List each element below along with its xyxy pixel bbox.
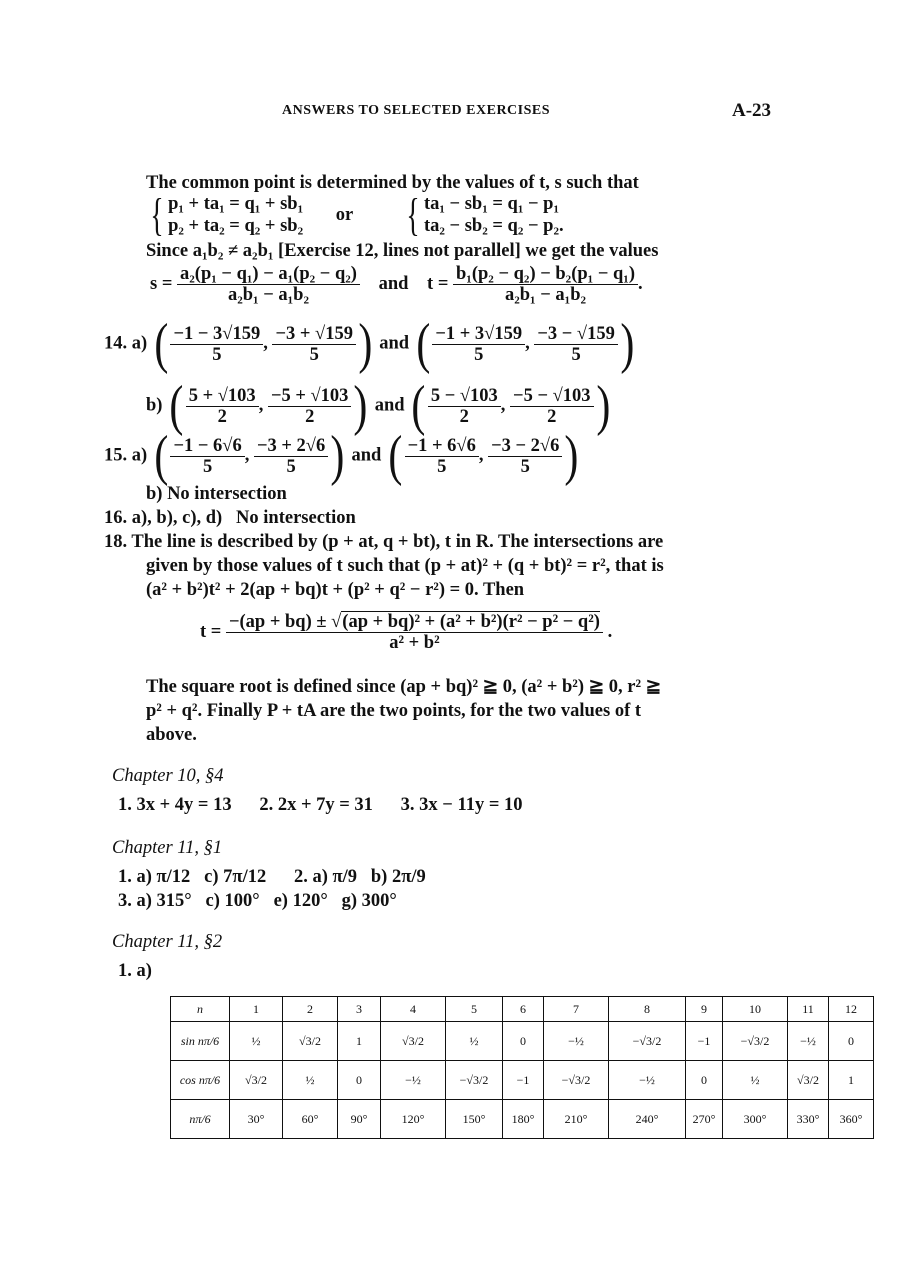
table-cell: 1 (829, 1061, 874, 1100)
ex16-text: a), b), c), d) No intersection (131, 508, 356, 528)
row-label: nπ/6 (171, 1100, 230, 1139)
table-cell: 0 (829, 1022, 874, 1061)
s-lhs: s = (150, 273, 173, 294)
ex14-b-label: b) (146, 395, 163, 416)
ex15-a-and: and (351, 445, 382, 466)
table-cell: √3/2 (381, 1022, 446, 1061)
table-cell: 90° (338, 1100, 381, 1139)
ex14-b1-den1: 2 (217, 406, 227, 427)
ex15-a2-num1: −1 + 6√6 (405, 436, 479, 457)
ex14-b-and: and (374, 395, 405, 416)
ex14-a2-num2: −3 − √159 (534, 324, 618, 345)
ex18-t-fraction (226, 612, 603, 653)
table-cell: 3 (338, 997, 381, 1022)
table-cell: −½ (544, 1022, 609, 1061)
table-cell: ½ (446, 1022, 503, 1061)
row-label: sin nπ/6 (171, 1022, 230, 1061)
table-cell: −√3/2 (446, 1061, 503, 1100)
ex14-a1-den1: 5 (212, 344, 222, 365)
ex14-b1-den2: 2 (305, 406, 315, 427)
table-cell: 5 (446, 997, 503, 1022)
ex14-a2-den2: 5 (571, 344, 581, 365)
sys-a-row-2: p₂ + ta₂ = q₂ + sb₂ (168, 216, 304, 236)
sys-b-row-1: ta₁ − sb₁ = q₁ − p₁ (423, 194, 559, 214)
table-cell: 0 (338, 1061, 381, 1100)
table-cell: −1 (686, 1022, 723, 1061)
table-cell: 180° (503, 1100, 544, 1139)
ex15-a2-num2: −3 − 2√6 (488, 436, 562, 457)
table-cell: 150° (446, 1100, 503, 1139)
table-cell: 240° (609, 1100, 686, 1139)
or-word: or (335, 205, 354, 225)
table-cell: −√3/2 (609, 1022, 686, 1061)
table-cell: ½ (283, 1061, 338, 1100)
ex18-t-den: a² + b² (389, 633, 440, 653)
table-row-sin (171, 1022, 874, 1061)
table-cell: √3/2 (788, 1061, 829, 1100)
ex18-line-1 (104, 531, 663, 553)
table-cell: 4 (381, 997, 446, 1022)
ex18-line-5: p² + q². Finally P + tA are the two points, for the two values of t (146, 701, 642, 721)
ex16 (104, 507, 356, 529)
ex18-t-formula: t = $\frac{\text{−(ap + bq) ± √(ap + bq)² + (a² + b²)(r² − p² − q²)}}{\text{a² + b²}}$ . (200, 612, 613, 653)
chapter-10-4-heading: Chapter 10, §4 (112, 766, 224, 786)
ex14-a-and: and (379, 333, 410, 354)
table-row-n (171, 997, 874, 1022)
s-t-formulas (150, 264, 643, 305)
table-cell: 360° (829, 1100, 874, 1139)
ex18-line-3: (a² + b²)t² + 2(ap + bq)t + (p² + q² − r²) = 0. Then (146, 580, 525, 600)
table-cell: −1 (503, 1061, 544, 1100)
s-numerator: a₂(p₁ − q₁) − a₁(p₂ − q₂) (177, 264, 360, 285)
table-cell: 9 (686, 997, 723, 1022)
ex14-b1-num1: 5 + √103 (186, 386, 259, 407)
ex18-line-2: given by those values of t such that (p + at)² + (q + bt)² = r², that is (146, 556, 664, 576)
table-cell: 1 (338, 1022, 381, 1061)
ex15-a1-num2: −3 + 2√6 (254, 436, 328, 457)
ex14-b1-num2: −5 + √103 (268, 386, 352, 407)
table-cell: ½ (230, 1022, 283, 1061)
table-cell: 11 (788, 997, 829, 1022)
ex18-t-lhs: t = (200, 621, 222, 642)
ex14-number: 14. (104, 333, 128, 354)
ex14-a2-num1: −1 + 3√159 (432, 324, 525, 345)
table-cell: −½ (381, 1061, 446, 1100)
table-cell: 60° (283, 1100, 338, 1139)
table-cell: 120° (381, 1100, 446, 1139)
ex14-a: 14. a) ( $\frac{-1 - 3√159}{5}$ , $\frac{-3 + √159}{5}$ ) and ( $\frac{-1 + 3√159}{5}$ , $\frac{-3 - √159}{5}$ ) (104, 313, 635, 375)
ex14-a1-num1: −1 − 3√159 (170, 324, 263, 345)
row-label: cos nπ/6 (171, 1061, 230, 1100)
sys-a-row-1: p₁ + ta₁ = q₁ + sb₁ (168, 194, 304, 214)
table-cell: √3/2 (230, 1061, 283, 1100)
ex15-a1-den2: 5 (286, 456, 296, 477)
ex18-line-4: The square root is defined since (ap + bq)² ≧ 0, (a² + b²) ≧ 0, r² ≧ (146, 677, 662, 697)
table-row-degrees (171, 1100, 874, 1139)
t-fraction (453, 264, 638, 305)
table-cell: √3/2 (283, 1022, 338, 1061)
table-cell: 330° (788, 1100, 829, 1139)
ex14-b2-num1: 5 − √103 (428, 386, 501, 407)
table-cell: 300° (723, 1100, 788, 1139)
sys-b-row-2: ta₂ − sb₂ = q₂ − p₂. (423, 216, 564, 236)
period: . (638, 273, 643, 294)
ex18-line-6: above. (146, 725, 197, 745)
table-cell: −½ (788, 1022, 829, 1061)
ex14-b2-num2: −5 − √103 (510, 386, 594, 407)
chapter-10-4-answers: 1. 3x + 4y = 13 2. 2x + 7y = 31 3. 3x − 11y = 10 (118, 795, 523, 815)
s-denominator: a₂b₁ − a₁b₂ (227, 285, 309, 305)
ex14-b2-den1: 2 (459, 406, 469, 427)
and-word: and (378, 273, 409, 294)
ex14-a1-num2: −3 + √159 (272, 324, 356, 345)
row-label: n (171, 997, 230, 1022)
ex14-a1-den2: 5 (309, 344, 319, 365)
ex18-t-num-a: −(ap + bq) ± √ (228, 612, 342, 632)
ex16-number: 16. (104, 508, 128, 528)
table-cell: −½ (609, 1061, 686, 1100)
ex15-b: b) No intersection (146, 484, 287, 504)
ex14-b2-den2: 2 (547, 406, 557, 427)
chapter-11-1-line-2: 3. a) 315° c) 100° e) 120° g) 300° (118, 891, 397, 911)
table-cell: 8 (609, 997, 686, 1022)
s-fraction (177, 264, 360, 305)
ex15-a: 15. a) ( $\frac{-1 - 6√6}{5}$ , $\frac{-3 + 2√6}{5}$ ) and ( $\frac{-1 + 6√6}{5}$ , $\frac{-3 - 2√6}{5}$ ) (104, 425, 579, 487)
table-cell: ½ (723, 1061, 788, 1100)
page-number: A-23 (732, 100, 772, 121)
table-row-cos (171, 1061, 874, 1100)
table-cell: 7 (544, 997, 609, 1022)
ex15-a2-den2: 5 (520, 456, 530, 477)
table-cell: 2 (283, 997, 338, 1022)
chapter-11-2-heading: Chapter 11, §2 (112, 932, 223, 952)
t-lhs: t = (427, 273, 449, 294)
t-numerator: b₁(p₂ − q₂) − b₂(p₁ − q₁) (453, 264, 638, 285)
ex15-a2-den1: 5 (437, 456, 447, 477)
running-title: ANSWERS TO SELECTED EXERCISES (282, 103, 551, 118)
ex14-a-label: a) (131, 333, 148, 354)
table-cell: 0 (686, 1061, 723, 1100)
intro-systems: { p₁ + ta₁ = q₁ + sb₁ p₂ + ta₂ = q₂ + sb₂ or { ta₁ − sb₁ = q₁ − p₁ ta₂ − sb₂ = q₂ − p₂. (150, 189, 564, 240)
chapter-11-1-line-1: 1. a) π/12 c) 7π/12 2. a) π/9 b) 2π/9 (118, 867, 426, 887)
ex15-number: 15. (104, 445, 128, 466)
table-cell: 1 (230, 997, 283, 1022)
table-cell: 12 (829, 997, 874, 1022)
chapter-11-1-heading: Chapter 11, §1 (112, 838, 223, 858)
ex15-a1-den1: 5 (202, 456, 213, 477)
table-cell: 6 (503, 997, 544, 1022)
ex18-line1-text: The line is described by (p + at, q + bt), t in R. The intersections are (131, 532, 664, 552)
intro-line-2: Since a₁b₂ ≠ a₂b₁ [Exercise 12, lines not parallel] we get the values (146, 241, 659, 261)
t-denominator: a₂b₁ − a₁b₂ (504, 285, 587, 305)
table-cell: 0 (503, 1022, 544, 1061)
ex14-a2-den1: 5 (474, 344, 484, 365)
ex18-number: 18. (104, 532, 128, 552)
table-cell: −√3/2 (544, 1061, 609, 1100)
table-cell: 30° (230, 1100, 283, 1139)
table-cell: 10 (723, 997, 788, 1022)
table-cell: −√3/2 (723, 1022, 788, 1061)
table-cell: 270° (686, 1100, 723, 1139)
ex14-b: b) ( $\frac{5 + √103}{2}$ , $\frac{-5 + √103}{2}$ ) and ( $\frac{5 - √103}{2}$ , $\frac{-5 - √103}{2}$ ) (146, 375, 610, 437)
intro-line-1: The common point is determined by the values of t, s such that (146, 173, 639, 193)
table-cell: 210° (544, 1100, 609, 1139)
trig-table (170, 996, 874, 1139)
ex15-a1-num1: −1 − 6√6 (170, 436, 244, 457)
chapter-11-2-item: 1. a) (118, 961, 152, 981)
ex18-t-num-radicand: (ap + bq)² + (a² + b²)(r² − p² − q²) (342, 612, 600, 632)
ex15-a-label: a) (131, 445, 148, 466)
